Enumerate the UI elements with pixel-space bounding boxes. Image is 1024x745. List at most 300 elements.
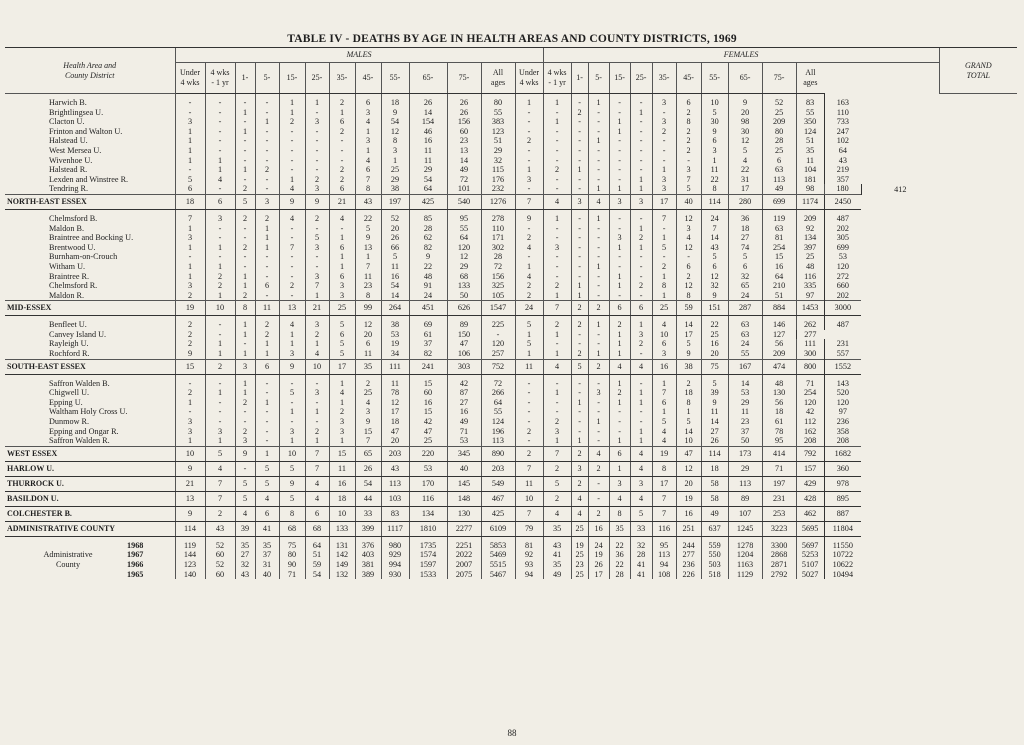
count-cell: 124 bbox=[796, 127, 824, 137]
count-cell: 1 bbox=[543, 436, 571, 446]
count-cell: - bbox=[543, 184, 571, 194]
count-cell: 2 bbox=[235, 184, 255, 194]
count-cell: 156 bbox=[447, 117, 481, 127]
count-cell: 12 bbox=[676, 281, 701, 291]
count-cell: 99 bbox=[355, 301, 381, 316]
count-cell: - bbox=[609, 108, 630, 118]
count-cell: - bbox=[255, 427, 279, 437]
count-cell: 37 bbox=[409, 339, 447, 349]
count-cell: 94 bbox=[652, 560, 676, 570]
count-cell: - bbox=[175, 379, 205, 389]
count-cell: 69 bbox=[409, 320, 447, 330]
count-cell: - bbox=[235, 461, 255, 476]
count-cell: 5 bbox=[255, 461, 279, 476]
count-cell: 1 bbox=[175, 156, 205, 166]
count-cell: 9 bbox=[235, 446, 255, 461]
count-cell: 10 bbox=[279, 446, 305, 461]
count-cell: - bbox=[630, 214, 652, 224]
count-cell: 3 bbox=[571, 461, 588, 476]
count-cell: 9 bbox=[381, 108, 409, 118]
count-cell: 1 bbox=[329, 436, 355, 446]
count-cell: 4 bbox=[305, 349, 329, 359]
count-cell: - bbox=[571, 233, 588, 243]
count-cell: 105 bbox=[481, 291, 515, 301]
table-row bbox=[5, 108, 1017, 118]
count-cell: 2 bbox=[676, 146, 701, 156]
count-cell: 75 bbox=[701, 359, 728, 374]
count-cell: - bbox=[543, 146, 571, 156]
district-name: MID-ESSEX bbox=[5, 301, 175, 316]
count-cell: 2 bbox=[571, 301, 588, 316]
count-cell: - bbox=[175, 407, 205, 417]
count-cell: 22 bbox=[609, 541, 630, 551]
count-cell: 6 bbox=[205, 194, 235, 209]
count-cell: 162 bbox=[796, 427, 824, 437]
count-cell: 19 bbox=[381, 339, 409, 349]
count-cell: - bbox=[305, 108, 329, 118]
count-cell: 39 bbox=[701, 388, 728, 398]
count-cell: 1574 bbox=[409, 550, 447, 560]
count-cell: 94 bbox=[515, 570, 543, 580]
count-cell: 11 bbox=[381, 262, 409, 272]
count-cell: - bbox=[205, 398, 235, 408]
year-value: 1965 bbox=[127, 569, 144, 579]
table-row bbox=[5, 127, 1017, 137]
count-cell: 32 bbox=[728, 272, 762, 282]
count-cell: 1 bbox=[305, 407, 329, 417]
count-cell: 22 bbox=[728, 165, 762, 175]
count-cell: 2450 bbox=[824, 194, 861, 209]
count-cell: 428 bbox=[796, 491, 824, 506]
count-cell: 2 bbox=[235, 398, 255, 408]
count-cell: - bbox=[588, 272, 609, 282]
count-cell: - bbox=[235, 233, 255, 243]
male-age-header: 65- bbox=[409, 63, 447, 94]
count-cell: - bbox=[305, 127, 329, 137]
count-cell: 58 bbox=[701, 491, 728, 506]
count-cell: - bbox=[571, 98, 588, 108]
count-cell: 376 bbox=[355, 541, 381, 551]
count-cell: 2 bbox=[609, 320, 630, 330]
count-cell: 50 bbox=[728, 436, 762, 446]
count-cell: 13 bbox=[279, 301, 305, 316]
count-cell: 2 bbox=[571, 349, 588, 359]
district-name: Halstead U. bbox=[49, 136, 88, 146]
district-name: SOUTH-EAST ESSEX bbox=[5, 359, 175, 374]
count-cell: 43 bbox=[235, 570, 255, 580]
count-cell: 167 bbox=[728, 359, 762, 374]
count-cell: - bbox=[279, 224, 305, 234]
count-cell: 4 bbox=[515, 272, 543, 282]
count-cell: 3 bbox=[175, 233, 205, 243]
count-cell: 95 bbox=[762, 436, 796, 446]
count-cell: 65 bbox=[728, 281, 762, 291]
count-cell: 4 bbox=[609, 491, 630, 506]
count-cell: 60 bbox=[447, 127, 481, 137]
count-cell: 1 bbox=[279, 339, 305, 349]
count-cell: 1 bbox=[543, 291, 571, 301]
count-cell: 5 bbox=[279, 491, 305, 506]
count-cell: 1 bbox=[571, 398, 588, 408]
count-cell: 11 bbox=[355, 272, 381, 282]
count-cell: 5 bbox=[728, 252, 762, 262]
count-cell: - bbox=[305, 224, 329, 234]
count-cell: 11 bbox=[701, 407, 728, 417]
count-cell: 49 bbox=[447, 417, 481, 427]
year-row bbox=[5, 560, 1017, 570]
count-cell: - bbox=[543, 156, 571, 166]
count-cell: 254 bbox=[796, 388, 824, 398]
total-row bbox=[5, 359, 1017, 374]
count-cell: 1276 bbox=[481, 194, 515, 209]
count-cell: 9 bbox=[515, 214, 543, 224]
count-cell: 1 bbox=[588, 320, 609, 330]
count-cell: 5 bbox=[515, 320, 543, 330]
count-cell: - bbox=[588, 233, 609, 243]
count-cell: 2 bbox=[652, 127, 676, 137]
count-cell: - bbox=[630, 156, 652, 166]
count-cell: - bbox=[205, 252, 235, 262]
district-name: Chigwell U. bbox=[49, 388, 90, 398]
count-cell: 18 bbox=[701, 461, 728, 476]
count-cell: 113 bbox=[381, 476, 409, 491]
count-cell: 85 bbox=[409, 214, 447, 224]
count-cell: 14 bbox=[701, 233, 728, 243]
count-cell: 16 bbox=[676, 506, 701, 521]
count-cell: 3 bbox=[329, 281, 355, 291]
count-cell: - bbox=[609, 427, 630, 437]
count-cell: 2075 bbox=[447, 570, 481, 580]
count-cell: 64 bbox=[409, 184, 447, 194]
count-cell: - bbox=[588, 291, 609, 301]
count-cell: 9 bbox=[701, 127, 728, 137]
male-age-header: 5- bbox=[255, 63, 279, 94]
count-cell: 3 bbox=[630, 330, 652, 340]
count-cell: 3 bbox=[355, 108, 381, 118]
count-cell: 403 bbox=[355, 550, 381, 560]
count-cell: 2 bbox=[515, 281, 543, 291]
count-cell: 1 bbox=[329, 379, 355, 389]
count-cell: 116 bbox=[796, 272, 824, 282]
count-cell: 244 bbox=[676, 541, 701, 551]
count-cell: 13 bbox=[447, 146, 481, 156]
count-cell: - bbox=[571, 146, 588, 156]
count-cell: 474 bbox=[762, 359, 796, 374]
count-cell: 241 bbox=[409, 359, 447, 374]
count-cell: 95 bbox=[447, 214, 481, 224]
count-cell: - bbox=[235, 146, 255, 156]
count-cell: 1 bbox=[255, 117, 279, 127]
count-cell: - bbox=[588, 108, 609, 118]
count-cell: - bbox=[630, 272, 652, 282]
count-cell: 25 bbox=[762, 108, 796, 118]
count-cell: 30 bbox=[728, 127, 762, 137]
count-cell: 1 bbox=[630, 427, 652, 437]
count-cell: 2 bbox=[279, 117, 305, 127]
count-cell: 3 bbox=[175, 281, 205, 291]
count-cell: 1 bbox=[235, 272, 255, 282]
count-cell: 3 bbox=[329, 417, 355, 427]
count-cell: 5 bbox=[701, 108, 728, 118]
count-cell: 49 bbox=[543, 570, 571, 580]
count-cell: 231 bbox=[824, 339, 861, 349]
count-cell: 1 bbox=[205, 262, 235, 272]
count-cell: 90 bbox=[279, 560, 305, 570]
count-cell: 4 bbox=[279, 320, 305, 330]
count-cell: 35 bbox=[255, 541, 279, 551]
count-cell: 11 bbox=[409, 156, 447, 166]
count-cell: 71 bbox=[279, 570, 305, 580]
count-cell: 80 bbox=[762, 127, 796, 137]
count-cell: - bbox=[630, 379, 652, 389]
district-name: Rochford R. bbox=[49, 349, 90, 359]
count-cell: - bbox=[630, 127, 652, 137]
count-cell: - bbox=[588, 165, 609, 175]
count-cell: 35 bbox=[543, 521, 571, 536]
count-cell: 156 bbox=[481, 272, 515, 282]
count-cell: 5 bbox=[205, 446, 235, 461]
count-cell: 2 bbox=[329, 407, 355, 417]
count-cell: 8 bbox=[381, 136, 409, 146]
count-cell: 2 bbox=[588, 301, 609, 316]
count-cell: 4 bbox=[255, 491, 279, 506]
count-cell: 24 bbox=[728, 339, 762, 349]
count-cell: 123 bbox=[481, 127, 515, 137]
count-cell: - bbox=[515, 407, 543, 417]
count-cell: 41 bbox=[630, 570, 652, 580]
count-cell: 10 bbox=[305, 359, 329, 374]
count-cell: 25 bbox=[652, 301, 676, 316]
count-cell: 1 bbox=[279, 175, 305, 185]
count-cell: - bbox=[235, 417, 255, 427]
count-cell: 5 bbox=[515, 339, 543, 349]
count-cell: 170 bbox=[409, 476, 447, 491]
count-cell: 225 bbox=[481, 320, 515, 330]
count-cell: 148 bbox=[447, 491, 481, 506]
table-row bbox=[5, 320, 1017, 330]
count-cell: 39 bbox=[235, 521, 255, 536]
count-cell: 55 bbox=[447, 224, 481, 234]
count-cell: 1 bbox=[175, 127, 205, 137]
district-name: Epping and Ongar R. bbox=[49, 426, 119, 436]
count-cell: 9 bbox=[175, 506, 205, 521]
count-cell: 12 bbox=[355, 320, 381, 330]
count-cell: 6 bbox=[355, 165, 381, 175]
females-header: FEMALES bbox=[543, 48, 939, 63]
count-cell: 4 bbox=[630, 491, 652, 506]
count-cell: - bbox=[630, 349, 652, 359]
count-cell: 262 bbox=[796, 320, 824, 330]
count-cell: 399 bbox=[355, 521, 381, 536]
count-cell: 11 bbox=[355, 349, 381, 359]
count-cell: 41 bbox=[255, 521, 279, 536]
count-cell: 626 bbox=[447, 301, 481, 316]
count-cell: 7 bbox=[701, 224, 728, 234]
count-cell: 25 bbox=[329, 301, 355, 316]
count-cell: 101 bbox=[447, 184, 481, 194]
count-cell: 124 bbox=[481, 417, 515, 427]
count-cell: 112 bbox=[796, 417, 824, 427]
count-cell: 9 bbox=[701, 398, 728, 408]
count-cell: 15 bbox=[175, 359, 205, 374]
count-cell: - bbox=[255, 175, 279, 185]
count-cell: 133 bbox=[447, 281, 481, 291]
count-cell: 6 bbox=[329, 330, 355, 340]
count-cell: 1 bbox=[543, 330, 571, 340]
count-cell: 16 bbox=[588, 521, 609, 536]
count-cell: 3 bbox=[630, 194, 652, 209]
count-cell: 2 bbox=[205, 281, 235, 291]
count-cell: 2 bbox=[515, 291, 543, 301]
count-cell: 699 bbox=[824, 243, 861, 253]
count-cell: 3 bbox=[279, 427, 305, 437]
count-cell: - bbox=[255, 388, 279, 398]
count-cell: 1 bbox=[279, 436, 305, 446]
count-cell: - bbox=[652, 108, 676, 118]
count-cell: 3 bbox=[381, 146, 409, 156]
count-cell: 1 bbox=[205, 156, 235, 166]
count-cell: 3 bbox=[175, 427, 205, 437]
count-cell: 110 bbox=[481, 224, 515, 234]
count-cell: 5 bbox=[255, 476, 279, 491]
district-name: ADMINISTRATIVE COUNTY bbox=[5, 521, 175, 536]
count-cell: 7 bbox=[355, 436, 381, 446]
count-cell: - bbox=[279, 127, 305, 137]
count-cell: 1204 bbox=[728, 550, 762, 560]
count-cell: 26 bbox=[588, 560, 609, 570]
count-cell: 1 bbox=[255, 339, 279, 349]
count-cell: 4 bbox=[329, 388, 355, 398]
count-cell: - bbox=[630, 117, 652, 127]
count-cell: - bbox=[235, 98, 255, 108]
count-cell: 1 bbox=[630, 398, 652, 408]
count-cell: 42 bbox=[796, 407, 824, 417]
count-cell: 1 bbox=[652, 379, 676, 389]
count-cell: 35 bbox=[796, 146, 824, 156]
count-cell: 3 bbox=[701, 146, 728, 156]
count-cell: 113 bbox=[652, 550, 676, 560]
count-cell: 34 bbox=[381, 349, 409, 359]
count-cell: 549 bbox=[481, 476, 515, 491]
count-cell: 23 bbox=[447, 136, 481, 146]
count-cell: 3 bbox=[279, 349, 305, 359]
count-cell: 6 bbox=[329, 117, 355, 127]
count-cell: 27 bbox=[701, 427, 728, 437]
count-cell: - bbox=[481, 330, 515, 340]
count-cell: 699 bbox=[762, 194, 796, 209]
count-cell: - bbox=[205, 184, 235, 194]
count-cell: 1 bbox=[652, 233, 676, 243]
count-cell: 1533 bbox=[409, 570, 447, 580]
count-cell: 11 bbox=[409, 146, 447, 156]
count-cell: 120 bbox=[796, 398, 824, 408]
count-cell: 3 bbox=[630, 476, 652, 491]
count-cell: 1 bbox=[255, 446, 279, 461]
count-cell: 22 bbox=[609, 560, 630, 570]
count-cell: 92 bbox=[515, 550, 543, 560]
count-cell: 43 bbox=[355, 194, 381, 209]
count-cell: 10494 bbox=[824, 570, 861, 580]
count-cell: 8 bbox=[676, 398, 701, 408]
count-cell: 13 bbox=[355, 243, 381, 253]
count-cell: 1 bbox=[543, 98, 571, 108]
count-cell: 7 bbox=[205, 491, 235, 506]
count-cell: 59 bbox=[676, 301, 701, 316]
count-cell: 132 bbox=[329, 570, 355, 580]
count-cell: 5697 bbox=[796, 541, 824, 551]
count-cell: 102 bbox=[824, 136, 861, 146]
count-cell: 55 bbox=[481, 407, 515, 417]
total-row bbox=[5, 476, 1017, 491]
count-cell: 80 bbox=[481, 98, 515, 108]
count-cell: 2 bbox=[515, 233, 543, 243]
count-cell: 2 bbox=[515, 427, 543, 437]
table-row bbox=[5, 262, 1017, 272]
count-cell: 1 bbox=[235, 108, 255, 118]
count-cell: 78 bbox=[381, 388, 409, 398]
total-row bbox=[5, 461, 1017, 476]
count-cell: 64 bbox=[481, 398, 515, 408]
count-cell: 35 bbox=[609, 521, 630, 536]
count-cell: 6 bbox=[255, 506, 279, 521]
count-cell: 26 bbox=[701, 436, 728, 446]
count-cell: 134 bbox=[796, 233, 824, 243]
count-cell: 4 bbox=[235, 506, 255, 521]
count-cell: 5 bbox=[355, 224, 381, 234]
count-cell: 2 bbox=[175, 388, 205, 398]
count-cell: 1 bbox=[329, 233, 355, 243]
count-cell: 4 bbox=[652, 436, 676, 446]
count-cell: 91 bbox=[409, 281, 447, 291]
count-cell: 4 bbox=[355, 398, 381, 408]
table-row bbox=[5, 281, 1017, 291]
count-cell: 3 bbox=[652, 175, 676, 185]
count-cell: 130 bbox=[447, 506, 481, 521]
count-cell: 12 bbox=[676, 243, 701, 253]
male-age-header: 25- bbox=[305, 63, 329, 94]
count-cell: 24 bbox=[701, 214, 728, 224]
count-cell: 14 bbox=[701, 417, 728, 427]
male-age-header: 75- bbox=[447, 63, 481, 94]
count-cell: 20 bbox=[381, 436, 409, 446]
count-cell: 142 bbox=[329, 550, 355, 560]
count-cell: 11 bbox=[381, 379, 409, 389]
count-cell: 2007 bbox=[447, 560, 481, 570]
year-label bbox=[5, 550, 175, 560]
count-cell: 1 bbox=[609, 127, 630, 137]
count-cell: 5 bbox=[329, 349, 355, 359]
count-cell: 20 bbox=[728, 108, 762, 118]
count-cell: 32 bbox=[701, 281, 728, 291]
count-cell: 4 bbox=[588, 446, 609, 461]
count-cell: - bbox=[279, 146, 305, 156]
count-cell: 1 bbox=[676, 407, 701, 417]
count-cell: 114 bbox=[701, 446, 728, 461]
count-cell: 37 bbox=[255, 550, 279, 560]
table-row bbox=[5, 330, 1017, 340]
count-cell: 43 bbox=[205, 521, 235, 536]
count-cell: - bbox=[255, 136, 279, 146]
count-cell: 5 bbox=[676, 339, 701, 349]
district-name: West Mersea U. bbox=[49, 145, 102, 155]
count-cell: - bbox=[279, 156, 305, 166]
count-cell: 12 bbox=[381, 398, 409, 408]
count-cell: 4 bbox=[329, 214, 355, 224]
count-cell: - bbox=[305, 417, 329, 427]
count-cell: 108 bbox=[652, 570, 676, 580]
count-cell: 68 bbox=[279, 521, 305, 536]
count-cell: 41 bbox=[630, 560, 652, 570]
